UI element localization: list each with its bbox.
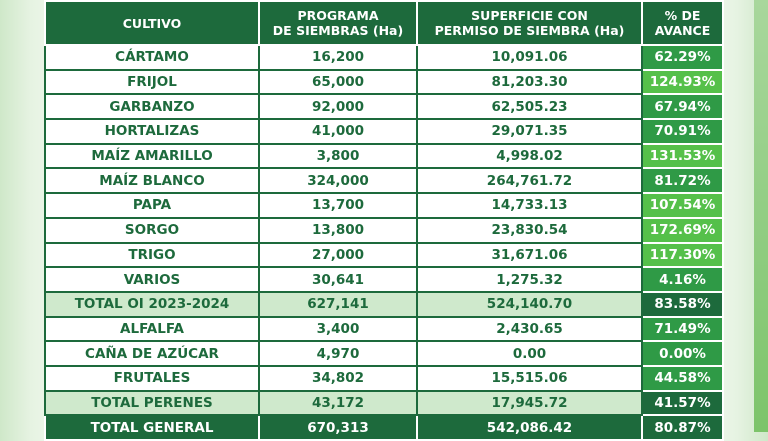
cell-superficie: 264,761.72 [417,168,642,193]
cell-programa: 3,800 [259,144,417,169]
cell-programa: 43,172 [259,391,417,416]
table-row [45,341,723,366]
cell-superficie: 62,505.23 [417,94,642,119]
crop-table-container [44,0,722,441]
cell-cultivo: VARIOS [45,267,259,292]
cell-superficie: 4,998.02 [417,144,642,169]
table-row [45,45,723,70]
cell-superficie: 1,275.32 [417,267,642,292]
cell-avance: 131.53% [642,144,723,169]
crop-progress-table [44,0,724,441]
grand-total-row [45,415,723,440]
cell-programa: 92,000 [259,94,417,119]
cell-avance: 62.29% [642,45,723,70]
header-superficie: SUPERFICIE CON PERMISO DE SIEMBRA (Ha) [417,1,642,45]
cell-superficie: 15,515.06 [417,366,642,391]
cell-cultivo: GARBANZO [45,94,259,119]
cell-programa: 27,000 [259,243,417,268]
table-row [45,144,723,169]
cell-avance: 124.93% [642,70,723,95]
cell-avance: 44.58% [642,366,723,391]
cell-programa: 13,800 [259,218,417,243]
cell-superficie: 524,140.70 [417,292,642,317]
cell-avance: 81.72% [642,168,723,193]
table-body [45,45,723,415]
cell-cultivo: TOTAL PERENES [45,391,259,416]
cell-cultivo: MAÍZ AMARILLO [45,144,259,169]
cell-superficie: 29,071.35 [417,119,642,144]
table-row [45,366,723,391]
subtotal-row [45,391,723,416]
cell-programa: 3,400 [259,317,417,342]
cell-cultivo: SORGO [45,218,259,243]
cell-superficie: 81,203.30 [417,70,642,95]
cell-avance: 41.57% [642,391,723,416]
header-avance: % DE AVANCE [642,1,723,45]
header-programa: PROGRAMA DE SIEMBRAS (Ha) [259,1,417,45]
cell-superficie: 2,430.65 [417,317,642,342]
grand-total-cultivo: TOTAL GENERAL [45,415,259,440]
cell-programa: 13,700 [259,193,417,218]
cell-cultivo: CAÑA DE AZÚCAR [45,341,259,366]
cell-avance: 83.58% [642,292,723,317]
cell-cultivo: FRUTALES [45,366,259,391]
cell-avance: 0.00% [642,341,723,366]
cell-programa: 41,000 [259,119,417,144]
header-cultivo: CULTIVO [45,1,259,45]
table-row [45,243,723,268]
cell-programa: 34,802 [259,366,417,391]
cell-superficie: 31,671.06 [417,243,642,268]
table-row [45,168,723,193]
cell-avance: 67.94% [642,94,723,119]
table-row [45,70,723,95]
cell-avance: 4.16% [642,267,723,292]
cell-superficie: 10,091.06 [417,45,642,70]
cell-cultivo: HORTALIZAS [45,119,259,144]
cell-programa: 16,200 [259,45,417,70]
table-row [45,218,723,243]
cell-cultivo: MAÍZ BLANCO [45,168,259,193]
grand-total-programa: 670,313 [259,415,417,440]
cell-avance: 107.54% [642,193,723,218]
cell-avance: 71.49% [642,317,723,342]
cell-programa: 65,000 [259,70,417,95]
cell-cultivo: CÁRTAMO [45,45,259,70]
cell-programa: 30,641 [259,267,417,292]
cell-programa: 627,141 [259,292,417,317]
cell-avance: 117.30% [642,243,723,268]
table-header-row [45,1,723,45]
cell-superficie: 0.00 [417,341,642,366]
cell-cultivo: TRIGO [45,243,259,268]
table-row [45,94,723,119]
cell-avance: 172.69% [642,218,723,243]
cell-programa: 324,000 [259,168,417,193]
grand-total-superficie: 542,086.42 [417,415,642,440]
cell-superficie: 14,733.13 [417,193,642,218]
cell-programa: 4,970 [259,341,417,366]
table-row [45,317,723,342]
table-row [45,193,723,218]
cell-superficie: 17,945.72 [417,391,642,416]
cell-cultivo: FRIJOL [45,70,259,95]
table-row [45,267,723,292]
cell-avance: 70.91% [642,119,723,144]
table-row [45,119,723,144]
decorative-side-strip [754,0,768,432]
cell-cultivo: TOTAL OI 2023-2024 [45,292,259,317]
cell-superficie: 23,830.54 [417,218,642,243]
cell-cultivo: PAPA [45,193,259,218]
grand-total-avance: 80.87% [642,415,723,440]
cell-cultivo: ALFALFA [45,317,259,342]
subtotal-row [45,292,723,317]
